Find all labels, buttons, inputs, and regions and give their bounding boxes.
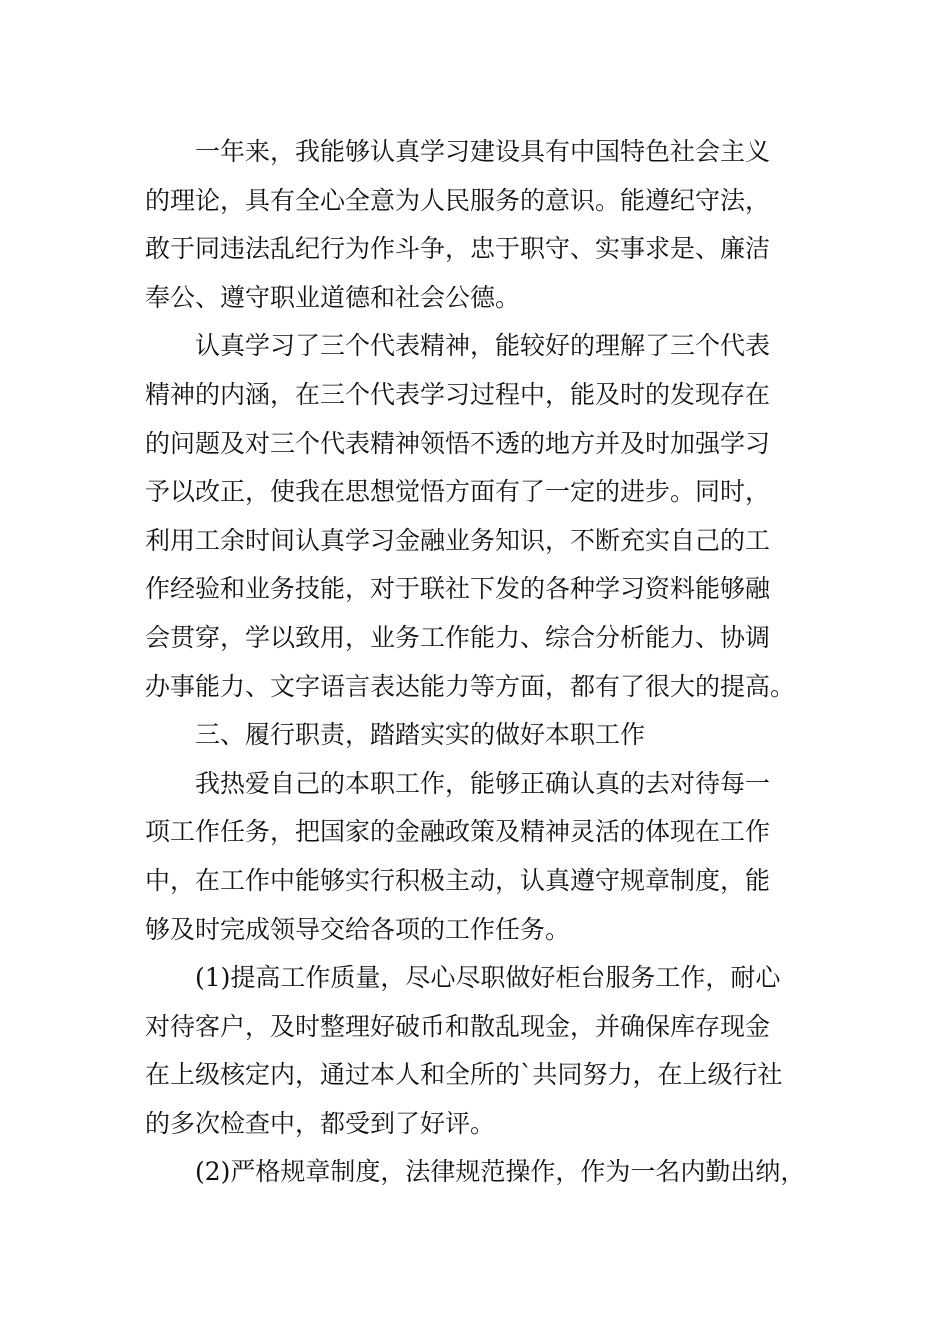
paragraph-2-line-6: 作经验和业务技能，对于联社下发的各种学习资料能够融	[145, 574, 771, 604]
paragraph-4-line-1: (1)提高工作质量，尽心尽职做好柜台服务工作，耐心	[195, 963, 781, 993]
paragraph-1-line-2: 的理论，具有全心全意为人民服务的意识。能遵纪守法，	[145, 185, 771, 215]
paragraph-3-line-1: 我热爱自己的本职工作，能够正确认真的去对待每一	[195, 768, 771, 798]
paragraph-2-line-8: 办事能力、文字语言表达能力等方面，都有了很大的提高。	[145, 671, 796, 701]
paragraph-3-line-4: 够及时完成领导交给各项的工作任务。	[145, 914, 571, 944]
paragraph-3-line-3: 中，在工作中能够实行积极主动，认真遵守规章制度，能	[145, 865, 771, 895]
paragraph-2-line-1: 认真学习了三个代表精神，能较好的理解了三个代表	[195, 331, 771, 361]
paragraph-2-line-7: 会贯穿，学以致用，业务工作能力、综合分析能力、协调	[145, 622, 771, 652]
paragraph-4-line-4: 的多次检查中，都受到了好评。	[145, 1108, 496, 1138]
paragraph-2-line-4: 予以改正，使我在思想觉悟方面有了一定的进步。同时，	[145, 477, 771, 507]
paragraph-4-line-2: 对待客户，及时整理好破币和散乱现金，并确保库存现金	[145, 1011, 771, 1041]
paragraph-1-line-1: 一年来，我能够认真学习建设具有中国特色社会主义	[195, 137, 771, 166]
paragraph-2-line-5: 利用工余时间认真学习金融业务知识，不断充实自己的工	[145, 525, 771, 555]
paragraph-2-line-3: 的问题及对三个代表精神领悟不透的地方并及时加强学习	[145, 428, 771, 458]
paragraph-1-line-3: 敢于同违法乱纪行为作斗争，忠于职守、实事求是、廉洁	[145, 234, 771, 264]
paragraph-3-line-2: 项工作任务，把国家的金融政策及精神灵活的体现在工作	[145, 817, 771, 847]
paragraph-1-line-4: 奉公、遵守职业道德和社会公德。	[145, 282, 521, 312]
paragraph-4-line-3: 在上级核定内，通过本人和全所的`共同努力，在上级行社	[145, 1060, 783, 1090]
paragraph-2-line-2: 精神的内涵，在三个代表学习过程中，能及时的发现存在	[145, 379, 771, 409]
document-body	[145, 128, 825, 1197]
paragraph-5-line-1: (2)严格规章制度，法律规范操作，作为一名内勤出纳，	[195, 1157, 806, 1187]
section-heading: 三、履行职责，踏踏实实的做好本职工作	[195, 720, 646, 750]
